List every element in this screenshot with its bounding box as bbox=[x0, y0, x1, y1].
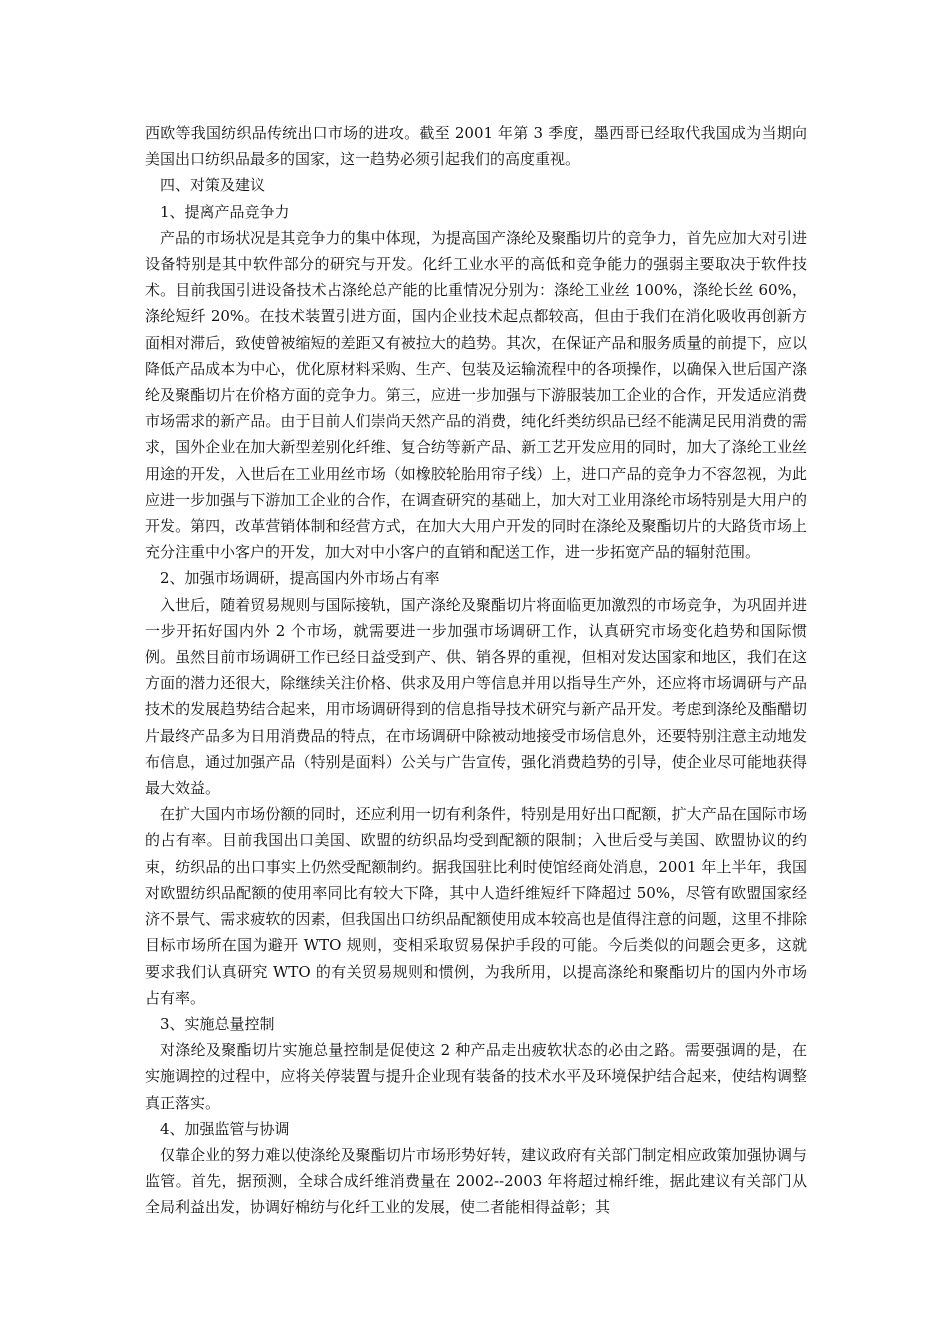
paragraph-3: 对涤纶及聚酯切片实施总量控制是促使这 2 种产品走出疲软状态的必由之路。需要强调的是，在实施调控的过程中，应将关停装置与提升企业现有装备的技术水平及环境保护结合起来，使结构调整真正落实。 bbox=[145, 1041, 807, 1112]
subheading-4: 4、加强监管与协调 bbox=[160, 1119, 290, 1138]
paragraph-2a: 入世后，随着贸易规则与国际接轨，国产涤纶及聚酯切片将面临更加激烈的市场竞争，为巩固并进一步开拓好国内外 2 个市场，就需要进一步加强市场调研工作，认真研究市场变化趋势和国际惯例。虽然目前市场调研工作已经日益受到产、供、销各界的重视，但相对发达国家和地区，我们在这方面的潜力还很大，除继续关注价格、供求及用户等信息并用以指导生产外，还应将市场调研与产品技术的发展趋势结合起来，用市场调研得到的信息指导技术研究与新产品开发。考虑到涤纶及酯醋切片最终产品多为日用消费品的特点，在市场调研中除被动地接受市场信息外，还要特别注意主动地发布信息，通过加强产品（特别是面料）公关与广告宣传，强化消费趋势的引导，使企业尽可能地获得最大效益。 bbox=[145, 595, 807, 798]
section-heading-countermeasures: 四、对策及建议 bbox=[160, 176, 266, 195]
page-bottom-margin bbox=[0, 1228, 950, 1344]
subheading-3: 3、实施总量控制 bbox=[160, 1014, 275, 1033]
paragraph-4: 仅靠企业的努力难以使涤纶及聚酯切片市场形势好转，建议政府有关部门制定相应政策加强协调与监管。首先，据预测，全球合成纤维消费量在 2002--2003 年将超过棉纤维，据此建议有关部门从全局利益出发，协调好棉纺与化纤工业的发展，使二者能相得益彰；其 bbox=[145, 1145, 807, 1217]
document-body bbox=[145, 120, 807, 1221]
subheading-2: 2、加强市场调研，提高国内外市场占有率 bbox=[160, 569, 440, 588]
paragraph-1: 产品的市场状况是其竞争力的集中体现，为提高国产涤纶及聚酯切片的竞争力，首先应加大对引进设备特别是其中软件部分的研究与开发。化纤工业水平的高低和竞争能力的强弱主要取决于软件技术。目前我国引进设备技术占涤纶总产能的比重情况分别为：涤纶工业丝 100%，涤纶长丝 60%，涤纶短纤 20%。在技术装置引进方面，国内企业技术起点都较高，但由于我们在消化吸收再创新方面相对滞后，致使曾被缩短的差距又有被拉大的趋势。其次，在保证产品和服务质量的前提下，应以降低产品成本为中心，优化原材料采购、生产、包装及运输流程中的各项操作，以确保入世后国产涤纶及聚酯切片在价格方面的竞争力。第三，应进一步加强与下游服装加工企业的合作，开发适应消费市场需求的新产品。由于目前人们崇尚天然产品的消费，纯化纤类纺织品已经不能满足民用消费的需求，国外企业在加大新型差别化纤维、复合纺等新产品、新工艺开发应用的同时，加大了涤纶工业丝用途的开发，入世后在工业用丝市场（如橡胶轮胎用帘子线）上，进口产品的竞争力不容忽视，为此应进一步加强与下游加工企业的合作，在调查研究的基础上，加大对工业用涤纶市场特别是大用户的开发。第四，改革营销体制和经营方式，在加大大用户开发的同时在涤纶及聚酯切片的大路货市场上充分注重中小客户的开发，加大对中小客户的直销和配送工作，进一步拓宽产品的辐射范围。 bbox=[145, 228, 807, 562]
paragraph-intro: 西欧等我国纺织品传统出口市场的进攻。截至 2001 年第 3 季度，墨西哥已经取代我国成为当期向美国出口纺织品最多的国家，这一趋势必须引起我们的高度重视。 bbox=[145, 124, 807, 169]
subheading-1: 1、提离产品竞争力 bbox=[160, 202, 290, 221]
paragraph-2b: 在扩大国内市场份额的同时，还应利用一切有利条件，特别是用好出口配额，扩大产品在国际市场的占有率。目前我国出口美国、欧盟的纺织品均受到配额的限制；入世后受与美国、欧盟协议的约束，纺织品的出口事实上仍然受配额制约。据我国驻比利时使馆经商处消息，2001 年上半年，我国对欧盟纺织品配额的使用率同比有较大下降，其中人造纤维短纤下降超过 50%，尽管有欧盟国家经济不景气、需求疲软的因素，但我国出口纺织品配额使用成本较高也是值得注意的问题，这里不排除目标市场所在国为避开 WTO 规则，变相采取贸易保护手段的可能。今后类似的问题会更多，这就要求我们认真研究 WTO 的有关贸易规则和惯例，为我所用，以提高涤纶和聚酯切片的国内外市场占有率。 bbox=[145, 805, 807, 1007]
